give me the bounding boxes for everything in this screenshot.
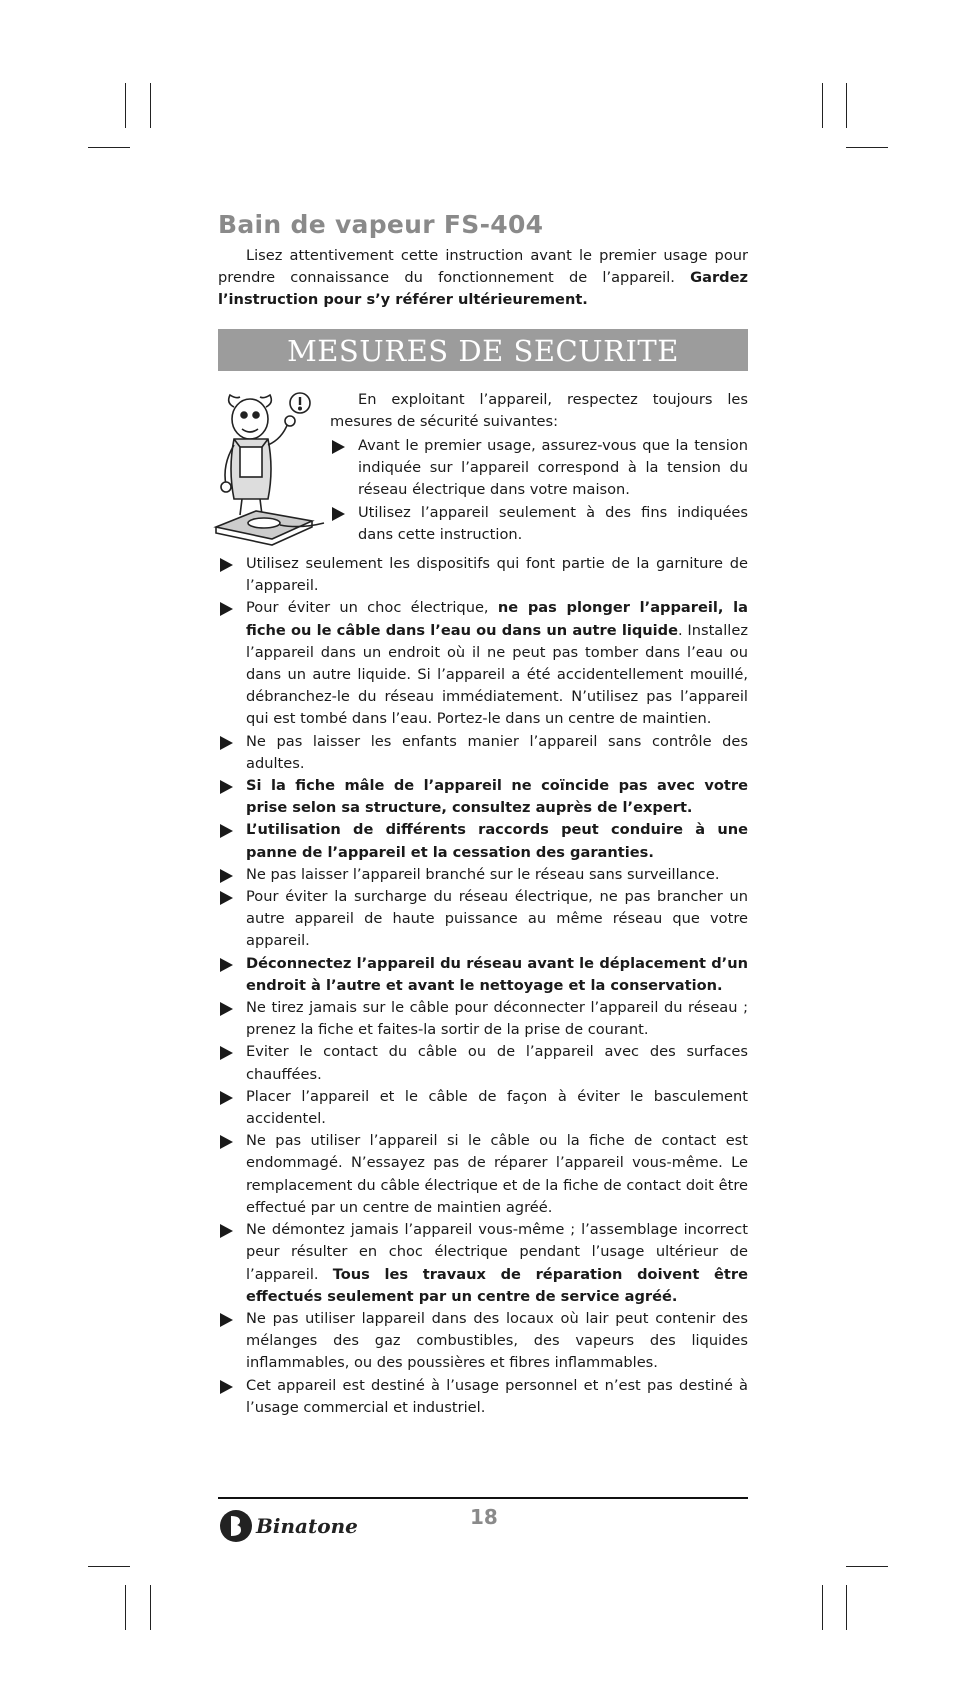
crop-mark <box>150 83 151 128</box>
bullet-arrow-icon <box>220 824 233 838</box>
list-item: Ne tirez jamais sur le câble pour déconnecter l’appareil du réseau ; prenez la fiche et faites-la sortir de la prise de courant. <box>218 997 748 1041</box>
list-item: Ne démontez jamais l’appareil vous-même ; l’assemblage incorrect peur résulter en choc électrique pendant l’usage ultérieur de l’appareil. Tous les travaux de réparation doivent être effectués seulement par un centre de service agréé. <box>218 1219 748 1308</box>
list-item: Ne pas utiliser l’appareil si le câble ou la fiche de contact est endommagé. N’essayez pas de réparer l’appareil vous-même. Le remplacement du câble électrique et de la fiche de contact doit être effectué par un centre de maintien agréé. <box>218 1130 748 1219</box>
warning-lead: En exploitant l’appareil, respectez toujours les mesures de sécurité suivantes: <box>330 391 748 430</box>
list-item: Cet appareil est destiné à l’usage personnel et n’est pas destiné à l’usage commercial et industriel. <box>218 1375 748 1419</box>
footer-divider <box>218 1497 748 1499</box>
list-item: Ne pas laisser l’appareil branché sur le réseau sans surveillance. <box>218 864 748 886</box>
page-number: 18 <box>470 1505 498 1529</box>
crop-mark <box>846 147 888 148</box>
binatone-logo-icon <box>218 1508 254 1544</box>
crop-mark <box>846 1585 847 1630</box>
list-item: Eviter le contact du câble ou de l’appareil avec des surfaces chauffées. <box>218 1041 748 1085</box>
intro-paragraph <box>218 245 748 311</box>
bullet-arrow-icon <box>220 891 233 905</box>
list-item: Utilisez seulement les dispositifs qui font partie de la garniture de l’appareil. <box>218 553 748 597</box>
intro-bold-text: Gardez l’instruction pour s’y référer ultérieurement. <box>218 269 748 308</box>
bullet-arrow-icon <box>220 736 233 750</box>
bullet-arrow-icon <box>220 1002 233 1016</box>
bullet-arrow-icon <box>220 1091 233 1105</box>
crop-mark <box>125 83 126 128</box>
list-item: Placer l’appareil et le câble de façon à éviter le basculement accidentel. <box>218 1086 748 1130</box>
crop-mark <box>822 1585 823 1630</box>
warning-sub-list <box>330 435 748 546</box>
bullet-arrow-icon <box>220 1313 233 1327</box>
list-item <box>330 502 748 546</box>
list-item: Pour éviter un choc électrique, ne pas plonger l’appareil, la fiche ou le câble dans l’eau ou dans un autre liquide. Installez l’appareil dans un endroit où il ne peut pas tomber dans l’eau ou dans un autre liquide. Si l’appareil a été accidentellement mouillé, débranchez-le du réseau immédiatement. N’utilisez pas l’appareil qui est tombé dans l’eau. Portez-le dans un centre de maintien. <box>218 597 748 730</box>
bullet-arrow-icon <box>332 507 345 521</box>
warning-text <box>330 389 748 546</box>
page-content <box>218 210 748 1419</box>
list-item: Si la fiche mâle de l’appareil ne coïncide pas avec votre prise selon sa structure, consultez auprès de l’expert. <box>218 775 748 819</box>
list-item-text: Utilisez l’appareil seulement à des fins indiquées dans cette instruction. <box>358 503 748 543</box>
warning-block <box>218 389 748 549</box>
section-banner: MESURES DE SECURITE <box>218 329 748 371</box>
crop-mark <box>846 1566 888 1567</box>
bullet-arrow-icon <box>220 869 233 883</box>
list-item <box>330 435 748 502</box>
bullet-arrow-icon <box>220 1380 233 1394</box>
bullet-arrow-icon <box>220 1135 233 1149</box>
bullet-arrow-icon <box>220 1046 233 1060</box>
bullet-arrow-icon <box>220 958 233 972</box>
bullet-arrow-icon <box>220 1224 233 1238</box>
brand-name: Binatone <box>256 1514 358 1538</box>
bullet-arrow-icon <box>332 440 345 454</box>
list-item: L’utilisation de différents raccords peut conduire à une panne de l’appareil et la cessation des garanties. <box>218 819 748 863</box>
bullet-arrow-icon <box>220 558 233 572</box>
crop-mark <box>846 83 847 128</box>
crop-mark <box>125 1585 126 1630</box>
list-item-text: Avant le premier usage, assurez-vous que la tension indiquée sur l’appareil correspond à la tension du réseau électrique dans votre maison. <box>358 437 748 499</box>
list-item: Déconnectez l’appareil du réseau avant le déplacement d’un endroit à l’autre et avant le nettoyage et la conservation. <box>218 953 748 997</box>
crop-mark <box>150 1585 151 1630</box>
safety-list <box>218 553 748 1419</box>
crop-mark <box>88 147 130 148</box>
list-item: Ne pas laisser les enfants manier l’appareil sans contrôle des adultes. <box>218 731 748 775</box>
list-item: Ne pas utiliser lappareil dans des locaux où lair peut contenir des mélanges des gaz combustibles, des vapeurs des liquides inflammables, ou des poussières et fibres inflammables. <box>218 1308 748 1375</box>
page-title: Bain de vapeur FS-404 <box>218 210 544 239</box>
safety-mascot-illustration <box>212 389 332 549</box>
crop-mark <box>822 83 823 128</box>
list-item: Pour éviter la surcharge du réseau électrique, ne pas brancher un autre appareil de haute puissance au même réseau que votre appareil. <box>218 886 748 953</box>
crop-mark <box>88 1566 130 1567</box>
intro-text: Lisez attentivement cette instruction avant le premier usage pour prendre connaissance du fonctionnement de l’appareil. <box>218 247 748 286</box>
bullet-arrow-icon <box>220 602 233 616</box>
brand-logo <box>218 1508 368 1546</box>
bullet-arrow-icon <box>220 780 233 794</box>
